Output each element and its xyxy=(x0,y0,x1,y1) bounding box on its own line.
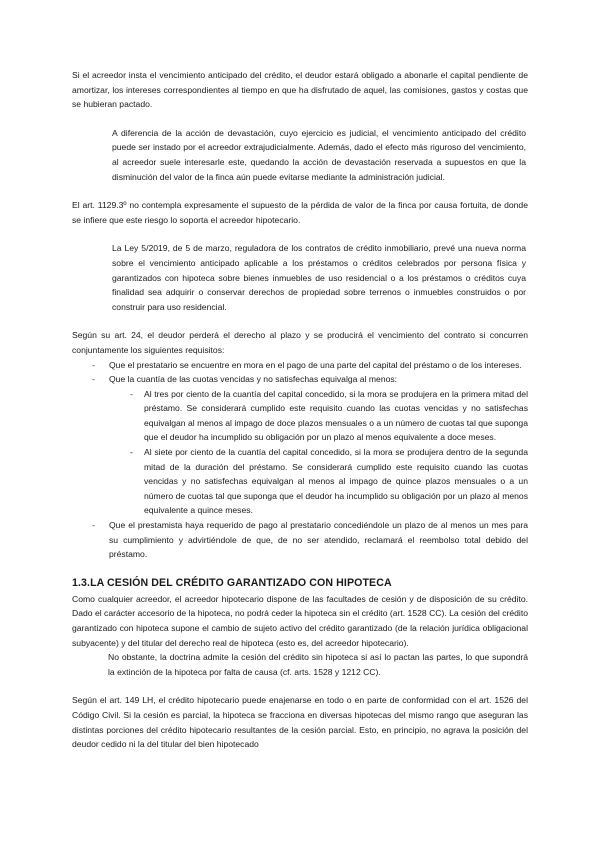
sublist-item-text: Al siete por ciento de la cuantía del capital concedido, si la mora se produjera dentro de la segunda mitad de la duración del préstamo. Se considerará cumplido este requisito cuando las cuotas vencidas y no satisfechas equivalgan al menos al impago de quince plazos mensuales o a un número de cuotas tal que suponga que el deudor ha incumplido su obligación por un plazo al menos equivalente a quince meses. xyxy=(144,447,528,516)
paragraph-art-24: Según su art. 24, el deudor perderá el derecho al plazo y se producirá el vencimiento del contrato si concurren conjuntamente los siguientes requisitos: xyxy=(72,330,528,355)
cuotas-sublist xyxy=(109,387,528,518)
bullet-dash: - xyxy=(92,520,95,531)
sublist-item xyxy=(109,445,528,518)
paragraph-art-149: Según el art. 149 LH, el crédito hipotecario puede enajenarse en todo o en parte de conformidad con el art. 1526 del Código Civil. Si la cesión es parcial, la hipoteca se fracciona en diversas hipotecas del mismo rango que aseguran las distintas porciones del crédito hipotecario resultantes de la cesión parcial. Esto, en principio, no agrava la posición del deudor cedido ni la del titular del bien hipotecado xyxy=(72,695,528,750)
bullet-dash: - xyxy=(130,388,133,399)
list-item-text: Que el prestamista haya requerido de pago al prestatario concediéndole un plazo de al menos un mes para su cumplimiento y advirtiéndole de que, de no ser atendido, reclamará el reembolso total debido del préstamo. xyxy=(109,520,528,560)
sublist-item xyxy=(109,387,528,445)
paragraph-vencimiento-anticipado: Si el acreedor insta el vencimiento anticipado del crédito, el deudor estará obligado a abonarle el capital pendiente de amortizar, los intereses correspondientes al tiempo en que ha disfrutado de aquel, las comisiones, gastos y costas que se hubieran pactado. xyxy=(72,70,528,110)
list-item xyxy=(72,518,528,562)
list-item-text: Que la cuantía de las cuotas vencidas y no satisfechas equivalga al menos: xyxy=(109,374,398,385)
bullet-dash: - xyxy=(130,447,133,458)
sublist-item-text: Al tres por ciento de la cuantía del capital concedido, si la mora se produjera en la primera mitad del préstamo. Se considerará cumplido este requisito cuando las cuotas vencidas y no satisfechas equivalgan al menos al impago de doce plazos mensuales o a un número de cuotas tal que suponga que el deudor ha incumplido su obligación por un plazo al menos equivalente a doce meses. xyxy=(144,388,528,443)
paragraph-art-1129: El art. 1129.3º no contempla expresamente el supuesto de la pérdida de valor de la finca por causa fortuita, de donde se infiere que este riesgo lo soporta el acreedor hipotecario. xyxy=(72,200,528,225)
paragraph-doctrina: No obstante, la doctrina admite la cesión del crédito sin hipoteca si así lo pactan las partes, lo que supondrá la extinción de la hipoteca por falta de causa (cf. arts. 1528 y 1212 CC). xyxy=(108,652,528,677)
quote-devastacion: A diferencia de la acción de devastación, cuyo ejercicio es judicial, el vencimiento anticipado del crédito puede ser instado por el acreedor extrajudicialmente. Además, dado el efecto más riguroso del vencimiento, al acreedor suele interesarle este, quedando la acción de devastación reservada a supuestos en que la disminución del valor de la finca aún puede evitarse mediante la administración judicial. xyxy=(112,127,526,182)
document-page xyxy=(72,68,528,752)
list-item xyxy=(72,372,528,518)
quote-ley-5-2019: La Ley 5/2019, de 5 de marzo, reguladora de los contratos de crédito inmobiliario, prevé una nueva norma sobre el vencimiento anticipado aplicable a los préstamos o créditos celebrados por persona física y garantizados con hipoteca sobre bienes inmuebles de uso residencial o a los préstamos o créditos cuya finalidad sea adquirir o conservar derechos de propiedad sobre terrenos o inmuebles construidos o por construir para uso residencial. xyxy=(112,243,526,312)
requisitos-list xyxy=(72,358,528,562)
bullet-dash: - xyxy=(92,374,95,385)
bullet-dash: - xyxy=(92,359,95,370)
list-item-text: Que el prestatario se encuentre en mora en el pago de una parte del capital del préstamo o de los intereses. xyxy=(109,359,522,370)
list-item xyxy=(72,358,528,373)
paragraph-cesion: Como cualquier acreedor, el acreedor hipotecario dispone de las facultades de cesión y de disposición de su crédito. Dado el carácter accesorio de la hipoteca, no podrá ceder la hipoteca sin el crédito (art. 1528 CC). La cesión del crédito garantizado con hipoteca supone el cambio de sujeto activo del crédito garantizado (de la relación jurídica obligacional subyacente) y del titular del derecho real de hipoteca (esto es, del acreedor hipotecario). xyxy=(72,593,528,648)
section-heading: 1.3.LA CESIÓN DEL CRÉDITO GARANTIZADO CON HIPOTECA xyxy=(72,576,392,589)
